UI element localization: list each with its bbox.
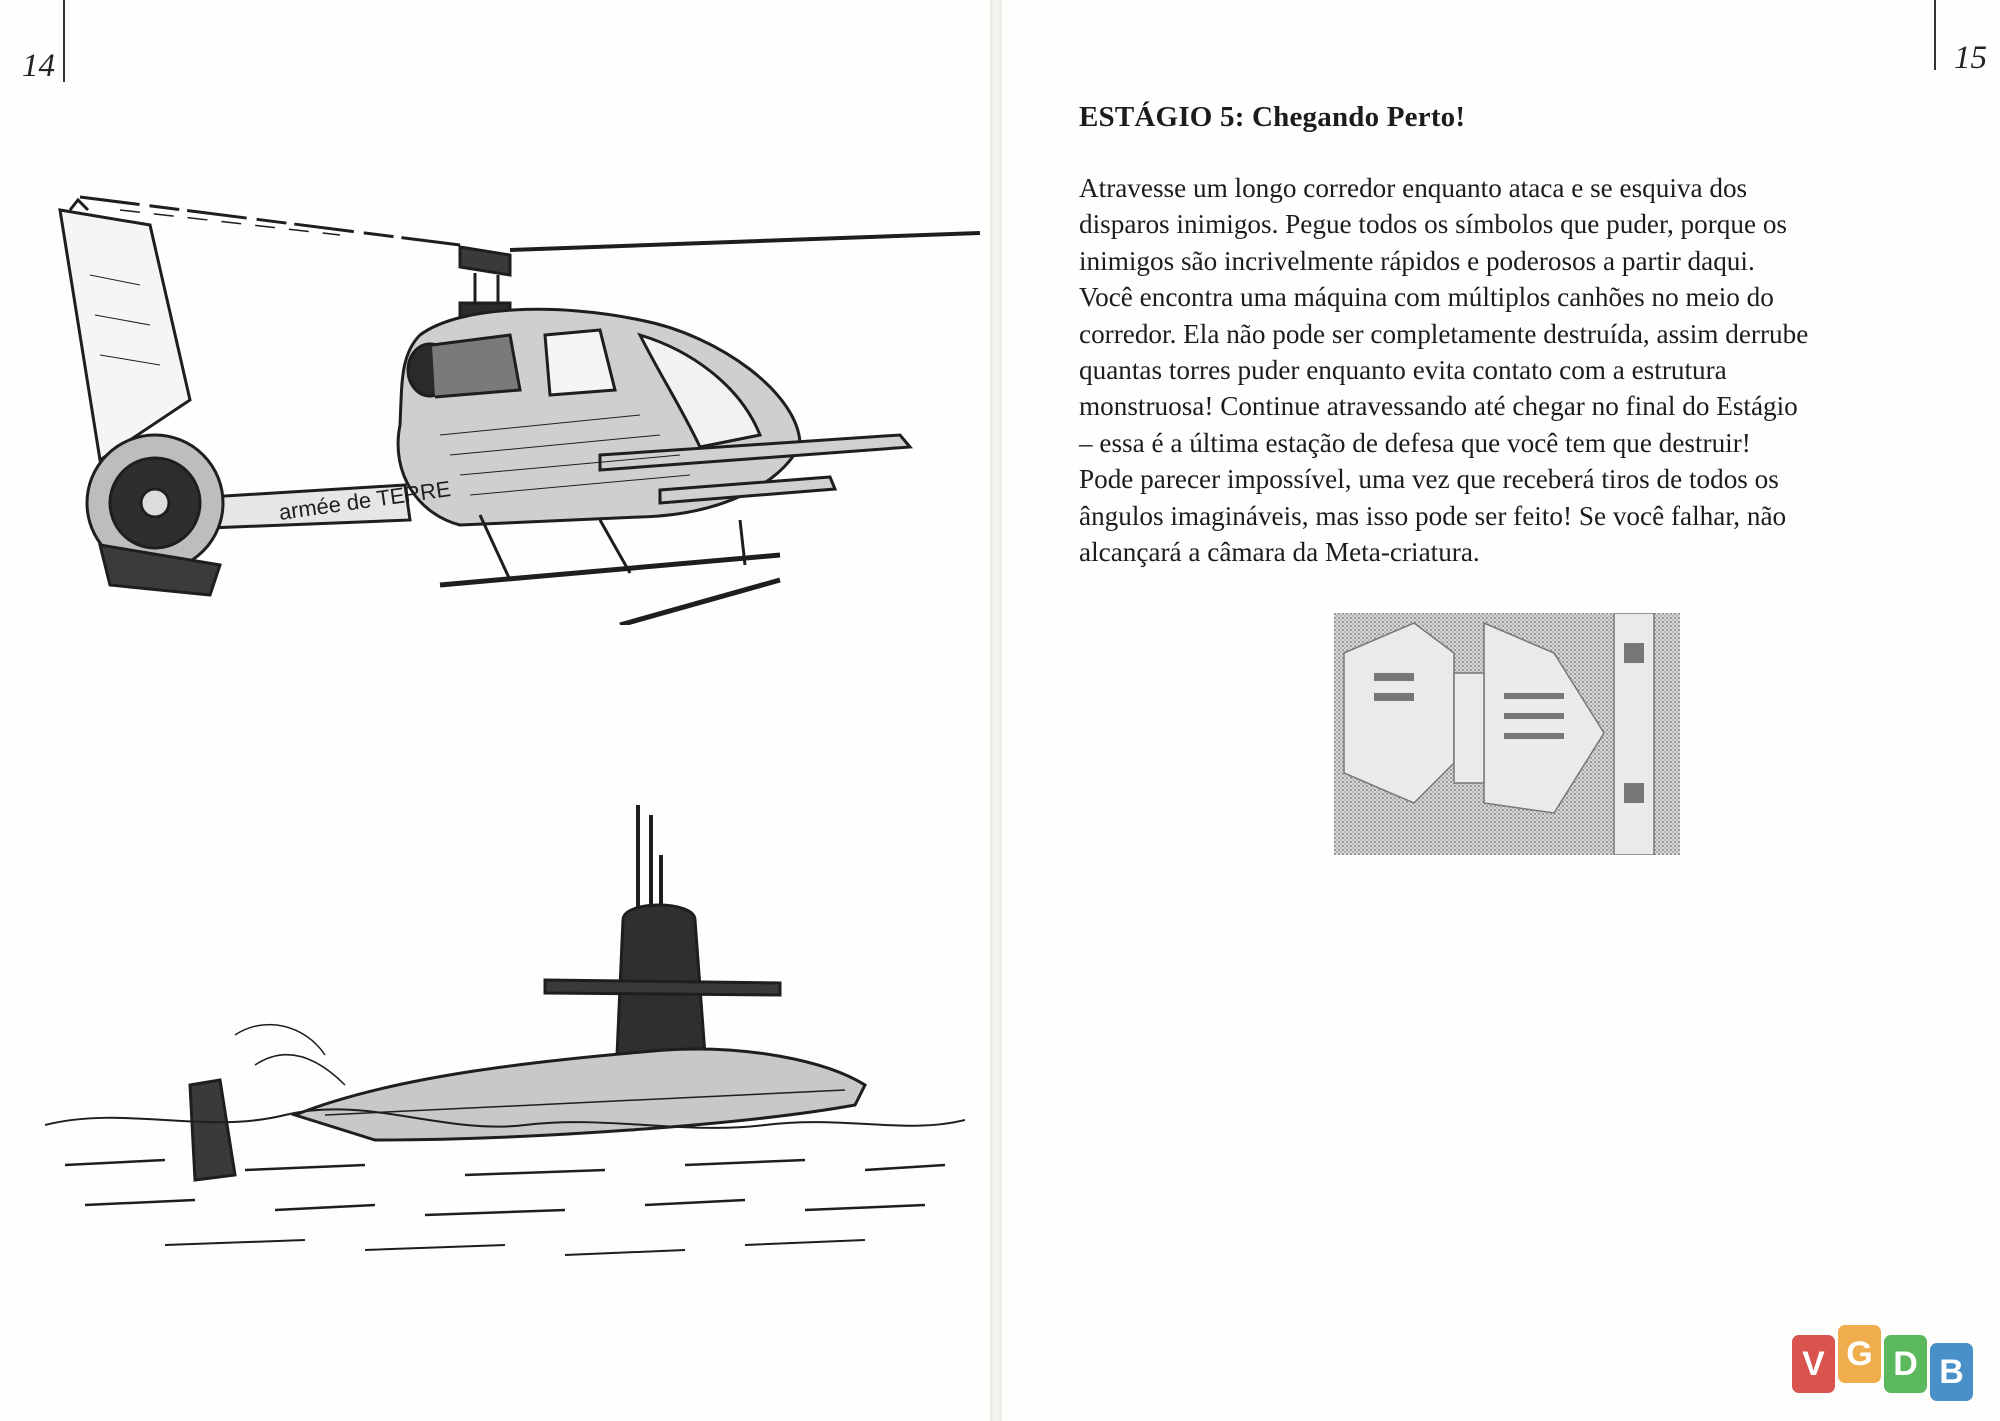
logo-letter: V: [1792, 1335, 1835, 1393]
page-number-left: 14: [22, 48, 55, 84]
text-line: – essa é a última estação de defesa que você tem que destruir!: [1079, 427, 1751, 458]
text-line: corredor. Ela não pode ser completamente destruída, assim derrube: [1079, 318, 1809, 349]
text-line: monstruosa! Continue atravessando até chegar no final do Estágio: [1079, 391, 1798, 422]
left-margin-rule: [63, 0, 65, 82]
helicopter-illustration: [40, 185, 985, 625]
logo-letter: B: [1930, 1343, 1973, 1401]
text-line: disparos inimigos. Pegue todos os símbolos que puder, porque os: [1079, 209, 1788, 240]
right-margin-rule: [1934, 0, 1936, 70]
text-line: Pode parecer impossível, uma vez que receberá tiros de todos os: [1079, 464, 1779, 495]
text-line: Você encontra uma máquina com múltiplos canhões no meio do: [1079, 282, 1774, 313]
book-spine: [990, 0, 1002, 1421]
helicopter-marking: armée de TERRE: [277, 476, 453, 525]
logo-letter: G: [1838, 1325, 1881, 1383]
text-line: inimigos são incrivelmente rápidos e poderosos a partir daqui.: [1079, 245, 1755, 276]
page-number-right: 15: [1954, 40, 1987, 76]
stage-description: [1079, 170, 1949, 570]
logo-letter: D: [1884, 1335, 1927, 1393]
game-screenshot: [1334, 613, 1680, 855]
text-line: ângulos imagináveis, mas isso pode ser feito! Se você falhar, não: [1079, 500, 1787, 531]
stage-title: ESTÁGIO 5: Chegando Perto!: [1079, 101, 1466, 133]
text-line: Atravesse um longo corredor enquanto ataca e se esquiva dos: [1079, 173, 1748, 203]
text-line: quantas torres puder enquanto evita contato com a estrutura: [1079, 355, 1727, 386]
submarine-illustration: [45, 805, 965, 1275]
text-line: alcançará a câmara da Meta-criatura.: [1079, 537, 1480, 568]
vgdb-watermark-logo: [1792, 1335, 1973, 1401]
